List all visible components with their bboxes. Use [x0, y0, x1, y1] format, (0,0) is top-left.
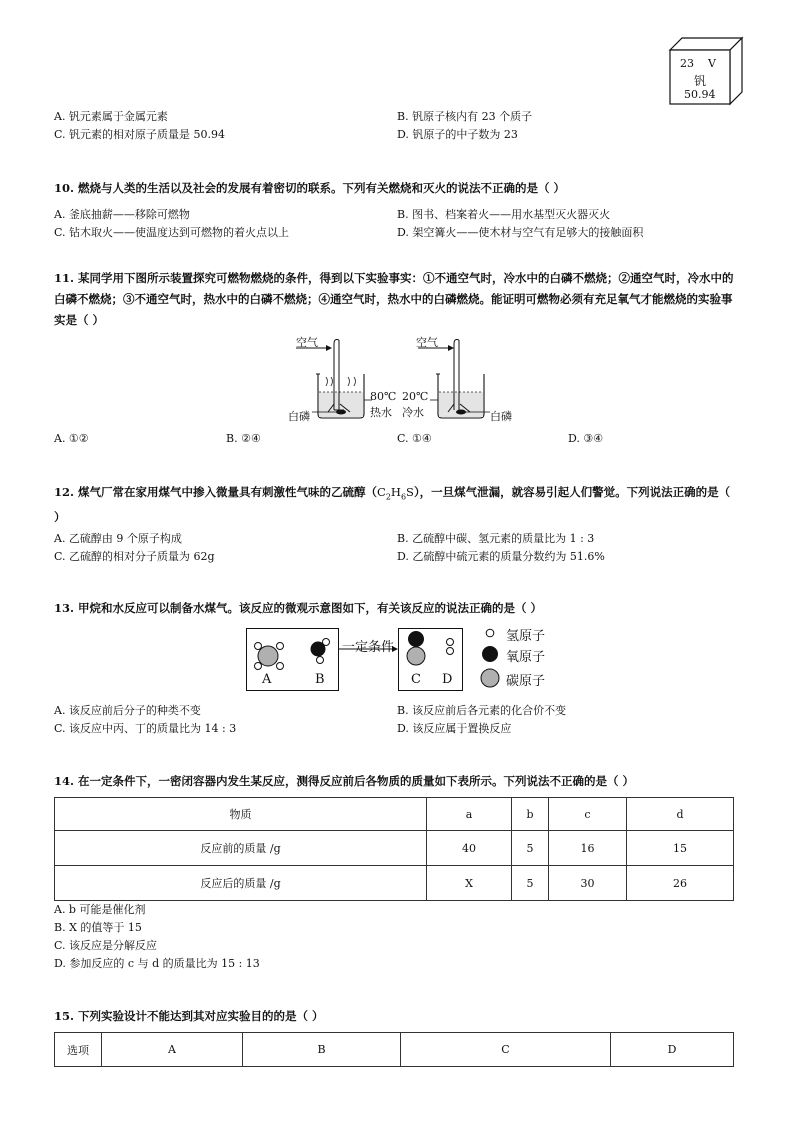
q9-option-c: C. 钒元素的相对原子质量是 50.94: [54, 128, 226, 141]
table-header-cell: A: [102, 1033, 243, 1067]
q10-option-d: D. 架空篝火——使木材与空气有足够大的接触面积: [397, 226, 644, 239]
table-header-cell: a: [427, 798, 512, 831]
q12-option-d: D. 乙硫醇中硫元素的质量分数约为 51.6%: [397, 550, 605, 563]
table-header-cell: 物质: [55, 798, 427, 831]
atomic-mass: 50.94: [684, 88, 716, 101]
formula-s: S: [406, 485, 414, 499]
q9-option-d: D. 钒原子的中子数为 23: [397, 128, 518, 141]
table-cell: 26: [627, 866, 734, 901]
molecule-c-label: C: [411, 672, 421, 687]
q10-option-a: A. 釜底抽薪——移除可燃物: [54, 208, 190, 221]
table-cell: 5: [512, 866, 549, 901]
q14-stem: 14. 在一定条件下，一密闭容器内发生某反应，测得反应前后各物质的质量如下表所示。下列说法不正确的是（ ）: [54, 774, 635, 788]
q12-stem-pre: 12. 煤气厂常在家用煤气中掺入微量具有刺激性气味的乙硫醇（: [54, 485, 378, 499]
element-card: [668, 36, 744, 106]
legend-hydrogen: 氢原子: [506, 629, 546, 644]
table-header-cell: 选项: [55, 1033, 102, 1067]
formula-c-sub: 2: [385, 492, 391, 502]
q12-option-c: C. 乙硫醇的相对分子质量为 62g: [54, 550, 215, 563]
q9-option-a: A. 钒元素属于金属元素: [54, 110, 168, 123]
formula-c: C: [377, 485, 386, 499]
table-header-row: [55, 1033, 734, 1067]
hot-water-label: 热水: [370, 406, 392, 419]
legend-carbon: 碳原子: [506, 674, 546, 689]
q9-option-b: B. 钒原子核内有 23 个质子: [397, 110, 533, 123]
q13-stem: 13. 甲烷和水反应可以制备水煤气。该反应的微观示意图如下，有关该反应的说法正确的是（ ）: [54, 601, 543, 615]
atomic-number: 23: [680, 57, 694, 70]
q13-option-b: B. 该反应前后各元素的化合价不变: [397, 704, 567, 717]
q14-option-c: C. 该反应是分解反应: [54, 939, 158, 952]
condition-label: 一定条件: [342, 640, 395, 655]
cold-temp-label: 20℃: [402, 390, 429, 403]
cold-water-label: 冷水: [402, 406, 424, 419]
table-cell: 15: [627, 831, 734, 866]
molecule-b-label: B: [315, 672, 325, 687]
table-cell: X: [427, 866, 512, 901]
formula-h-sub: 6: [400, 492, 407, 502]
table-row: [55, 866, 734, 901]
table-header-cell: B: [243, 1033, 401, 1067]
table-header-row: [55, 798, 734, 831]
table-cell: 40: [427, 831, 512, 866]
hot-temp-label: 80℃: [370, 390, 397, 403]
table-cell: 30: [549, 866, 627, 901]
ethanethiol-formula: [377, 485, 414, 502]
table-header-cell: D: [611, 1033, 734, 1067]
q14-mass-table: [54, 797, 734, 901]
q11-stem: 11. 某同学用下图所示装置探究可燃物燃烧的条件，得到以下实验事实：①不通空气时，冷水中的白磷不燃烧；②通空气时，冷水中的白磷不燃烧；③不通空气时，热水中的白磷不燃烧；④通空气时，热水中的白磷燃烧。能证明可燃物必须有充足氧气才能燃烧的实验事实是（ ）: [54, 271, 734, 327]
q15-options-table: [54, 1032, 734, 1067]
q12-option-b: B. 乙硫醇中碳、氢元素的质量比为 1 : 3: [397, 532, 595, 545]
table-cell: 反应前的质量 /g: [55, 831, 427, 866]
q14-option-b: B. X 的值等于 15: [54, 921, 142, 934]
table-cell: 5: [512, 831, 549, 866]
q11-option-b: B. ②④: [226, 432, 261, 445]
q14-option-a: A. b 可能是催化剂: [54, 903, 146, 916]
q13-option-d: D. 该反应属于置换反应: [397, 722, 512, 735]
table-header-cell: C: [401, 1033, 611, 1067]
formula-h: H: [390, 485, 401, 499]
air-label-left: 空气: [296, 336, 318, 349]
q10-option-c: C. 钻木取火——使温度达到可燃物的着火点以上: [54, 226, 290, 239]
q13-option-c: C. 该反应中丙、丁的质量比为 14 : 3: [54, 722, 237, 735]
phosphorus-label-left: 白磷: [288, 410, 310, 423]
phosphorus-label-right: 白磷: [490, 410, 512, 423]
q10-option-b: B. 图书、档案着火——用水基型灭火器灭火: [397, 208, 611, 221]
q10-stem: 10. 燃烧与人类的生活以及社会的发展有着密切的联系。下列有关燃烧和灭火的说法不正确的是（ ）: [54, 181, 566, 195]
table-header-cell: c: [549, 798, 627, 831]
element-symbol: V: [708, 57, 716, 70]
table-cell: 16: [549, 831, 627, 866]
element-name: 钒: [694, 74, 707, 88]
molecule-a-label: A: [262, 672, 272, 687]
molecule-d-label: D: [442, 672, 453, 687]
table-cell: 反应后的质量 /g: [55, 866, 427, 901]
q13-reaction-figure: [246, 622, 558, 692]
table-row: [55, 831, 734, 866]
table-header-cell: b: [512, 798, 549, 831]
q12-option-a: A. 乙硫醇由 9 个原子构成: [54, 532, 182, 545]
q11-option-d: D. ③④: [568, 432, 604, 445]
table-header-cell: d: [627, 798, 734, 831]
q11-option-a: A. ①②: [54, 432, 89, 445]
q13-option-a: A. 该反应前后分子的种类不变: [54, 704, 201, 717]
q12-stem: [54, 482, 738, 528]
air-label-right: 空气: [416, 336, 438, 349]
q11-option-c: C. ①④: [397, 432, 432, 445]
q15-stem: 15. 下列实验设计不能达到其对应实验目的的是（ ）: [54, 1009, 324, 1023]
q11-figure: [282, 334, 512, 426]
q14-option-d: D. 参加反应的 c 与 d 的质量比为 15 : 13: [54, 957, 260, 970]
legend-oxygen: 氧原子: [506, 650, 546, 665]
q12-stem-post: ），一旦煤气泄漏，就容易引起人们警觉。下列说法正确的是（ ）: [54, 485, 731, 525]
